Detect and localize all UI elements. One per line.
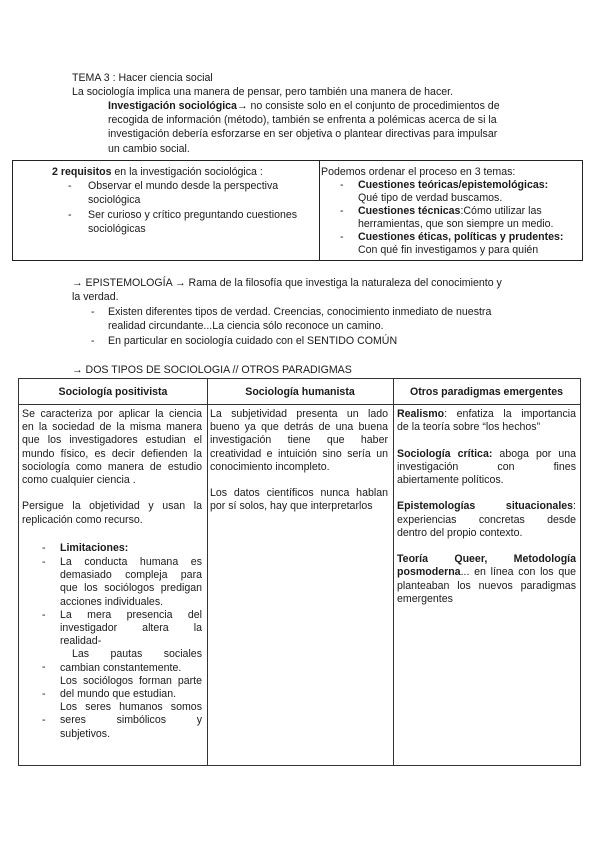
- epistemologia-line-2: la verdad.: [72, 291, 119, 303]
- requisito-1-line-1: Observar el mundo desde la perspectiva: [88, 180, 279, 192]
- header-otros: Otros paradigmas emergentes: [409, 386, 564, 398]
- topic-title: TEMA 3 : Hacer ciencia social: [72, 72, 213, 84]
- text-line: por sí solos, hay que interpretarlos: [210, 500, 373, 513]
- text-line: Las pautas sociales: [72, 648, 202, 661]
- text-line: planteaban los nuevos paradigmas: [397, 579, 576, 592]
- text-line: Se caracteriza por aplicar la ciencia: [22, 408, 202, 420]
- intro-text: La sociología implica una manera de pensar, pero también una manera de hacer.: [72, 86, 454, 98]
- column-divider: [319, 161, 320, 260]
- epistemologia-line-1: → EPISTEMOLOGÍA → Rama de la filosofía que investiga la naturaleza del conocimiento y: [72, 277, 502, 289]
- header-divider: [19, 404, 580, 405]
- limitaciones-list: [60, 556, 202, 741]
- text-line: Los datos científicos nunca hablan: [210, 487, 388, 500]
- bullet-dash: -: [68, 209, 72, 221]
- text-line: subjetivos.: [60, 727, 111, 740]
- requisitos-heading: [52, 166, 263, 179]
- bullet-dash: -: [340, 179, 344, 191]
- text-line: investigación tiene que haber: [210, 434, 388, 447]
- bullet-dash: -: [91, 306, 95, 318]
- text-line: conocimiento incompleto.: [210, 460, 330, 473]
- column-divider: [207, 379, 208, 765]
- text-line: mundo físico, es decir defienden la: [22, 447, 202, 460]
- section-title: → DOS TIPOS DE SOCIOLOGIA // OTROS PARADIGMAS: [72, 364, 352, 376]
- text-line: La subjetividad presenta un lado: [210, 408, 388, 420]
- requisito-2-line-1: Ser curioso y crítico preguntando cuestiones: [88, 209, 298, 221]
- cuestion-3-text: Con qué fin investigamos y para quién: [358, 244, 539, 256]
- realismo-line-1: Realismo: enfatiza la importancia: [397, 408, 576, 420]
- requisito-1-line-2: sociológica: [88, 194, 141, 206]
- bullet-dash: -: [340, 205, 344, 217]
- text-line: investigación con fines: [397, 460, 576, 473]
- text-line: del mundo que estudian.: [60, 688, 177, 701]
- bullet-dash: -: [42, 609, 46, 621]
- bullet-dash: -: [340, 231, 344, 243]
- investigacion-text: no consiste solo en el conjunto de procedimientos de: [247, 100, 500, 112]
- investigacion-line-4: un cambio social.: [108, 143, 190, 155]
- critica-line-1: Sociología crítica: aboga por una: [397, 447, 577, 460]
- bullet-dash: -: [42, 661, 46, 673]
- requisitos-rest: en la investigación sociológica :: [111, 166, 263, 178]
- text-line: creatividad e intuición sino sería un: [210, 447, 388, 460]
- epistemologia-bullet-1-line-1: Existen diferentes tipos de verdad. Creencias, conocimiento inmediato de nuestra: [108, 306, 492, 318]
- bullet-dash: -: [42, 688, 46, 700]
- humanista-cell: [210, 408, 388, 514]
- investigacion-line-2: recogida de información (método), también se enfrenta a polémicas acerca de si la: [108, 114, 497, 126]
- text-line: La mera presencia del: [60, 608, 202, 621]
- text-line: que los sociólogos predigan: [60, 582, 202, 595]
- cuestion-1-text: Qué tipo de verdad buscamos.: [358, 192, 503, 204]
- text-line: Los seres humanos somos: [60, 701, 202, 714]
- text-line: Persigue la objetividad y usan la: [22, 500, 202, 513]
- epistemologia-bullet-2: En particular en sociología cuidado con el SENTIDO COMÚN: [108, 335, 398, 347]
- limitaciones-label: Limitaciones:: [60, 542, 129, 554]
- text-line: en la sociedad de la misma manera: [22, 421, 202, 434]
- bullet-dash: -: [42, 556, 46, 568]
- text-line: demasiado compleja para: [60, 569, 202, 582]
- otros-cell: [397, 408, 576, 606]
- bullet-dash: -: [91, 335, 95, 347]
- text-line: replicación como recurso.: [22, 513, 143, 526]
- cuestion-3-title: Cuestiones éticas, políticas y prudentes:: [358, 231, 564, 243]
- investigacion-label: Investigación sociológica: [108, 100, 237, 112]
- investigacion-line-3: investigación debería esforzarse en ser objetiva o plantear directivas para impulsar: [108, 128, 498, 140]
- text-line: abiertamente políticos.: [397, 474, 504, 487]
- text-line: seres simbólicos y: [60, 714, 202, 727]
- text-line: Los sociólogos forman parte: [60, 674, 202, 687]
- text-line: cambian constantemente.: [60, 661, 182, 674]
- header-humanista: Sociología humanista: [245, 386, 355, 398]
- cuestion-2-title: Cuestiones técnicas:Cómo utilizar las: [358, 205, 542, 217]
- text-line: La conducta humana es: [60, 556, 202, 568]
- situacionales-title: Epistemologías situacionales:: [397, 500, 576, 513]
- text-line: bueno ya que detrás de una buena: [210, 421, 388, 434]
- text-line: realidad-: [60, 635, 102, 648]
- text-line: emergentes: [397, 592, 453, 605]
- text-line: investigador altera la: [60, 622, 202, 635]
- text-line: dentro del propio contexto.: [397, 526, 523, 539]
- bullet-dash: -: [42, 714, 46, 726]
- positivista-cell: [22, 408, 202, 527]
- text-line: experiencias concretas desde: [397, 513, 576, 526]
- cuestion-2-text: herramientas, que son siempre un medio.: [358, 218, 554, 230]
- epistemologia-bullet-1-line-2: realidad circundante...La ciencia sólo reconoce un camino.: [108, 320, 384, 332]
- requisito-2-line-2: sociológicas: [88, 223, 146, 235]
- bullet-dash: -: [42, 542, 46, 554]
- text-line: de la teoría sobre “los hechos”: [397, 421, 541, 434]
- text-line: que los investigadores estudian el: [22, 434, 202, 447]
- cuestion-1-title: Cuestiones teóricas/epistemológicas:: [358, 179, 549, 191]
- requisitos-bold: 2 requisitos: [52, 166, 112, 178]
- text-line: acciones individuales.: [60, 595, 164, 608]
- header-positivista: Sociología positivista: [58, 386, 168, 398]
- arrow-icon: →: [236, 100, 248, 112]
- investigacion-line-1: [108, 100, 500, 113]
- proceso-heading: Podemos ordenar el proceso en 3 temas:: [321, 166, 516, 178]
- queer-title: Teoría Queer, Metodología: [397, 553, 576, 566]
- queer-line-1: posmoderna... en línea con los que: [397, 566, 576, 579]
- bullet-dash: -: [68, 180, 72, 192]
- column-divider: [393, 379, 394, 765]
- text-line: sociología como manera de estudio: [22, 460, 202, 473]
- text-line: como cualquier ciencia .: [22, 474, 136, 487]
